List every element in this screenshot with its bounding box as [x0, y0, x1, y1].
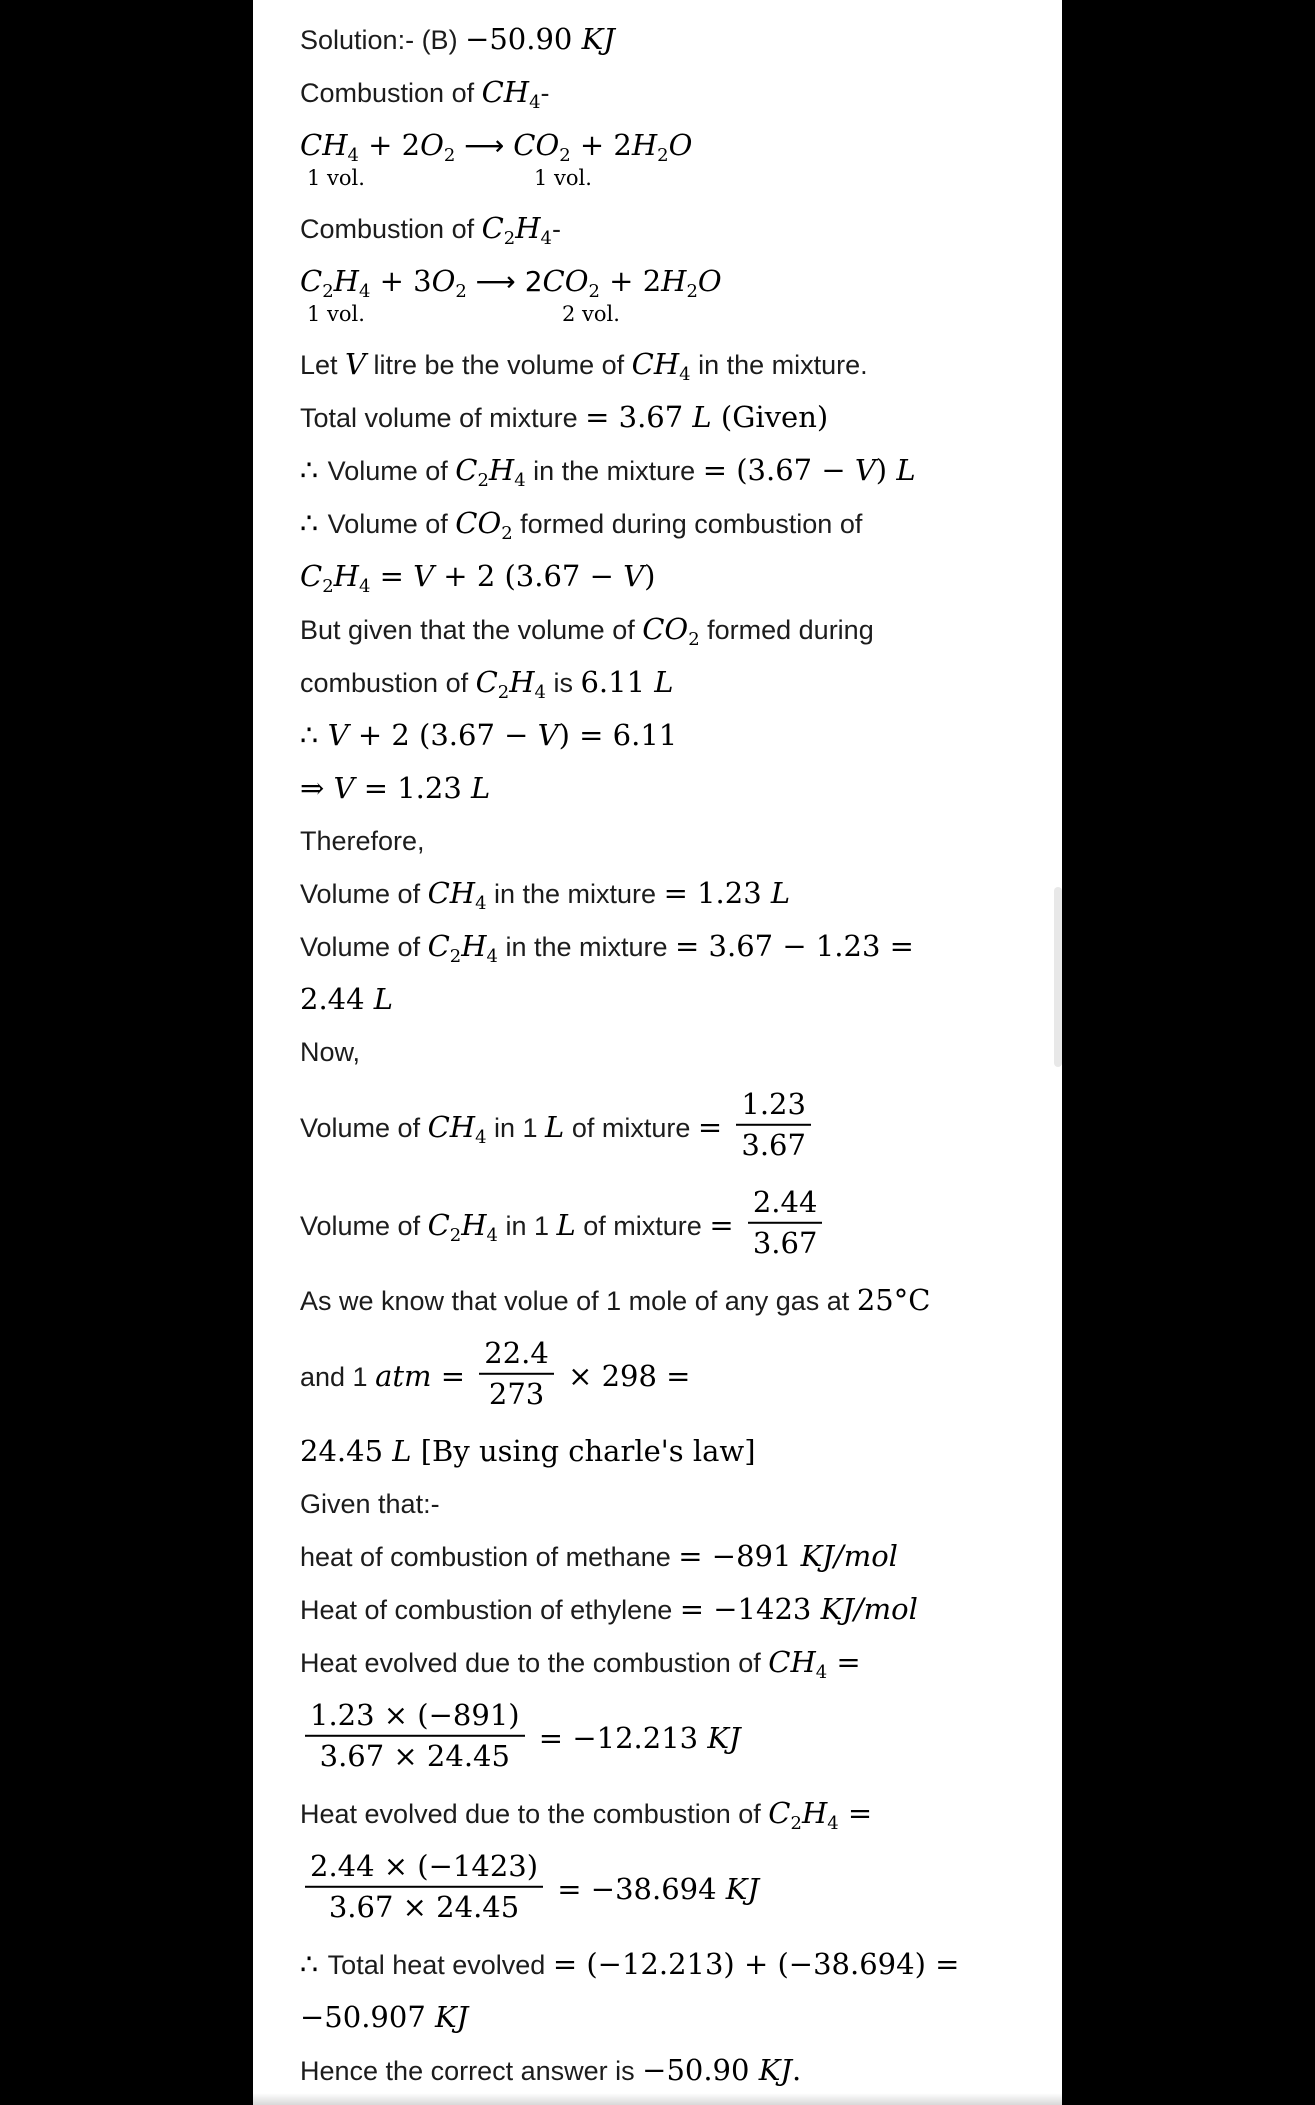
text-segment: Volume of: [300, 932, 428, 962]
text-segment: =: [827, 1645, 861, 1679]
subscript: 4: [514, 470, 526, 492]
text-segment: of mixture: [575, 1211, 710, 1242]
text-segment: L: [556, 1208, 576, 1243]
text-segment: =: [709, 1208, 743, 1243]
text-segment: in 1: [497, 1211, 557, 1242]
text-segment: + 2: [599, 264, 662, 298]
text-segment: $CO_2$: [642, 612, 700, 651]
text-segment: $C_2$: [300, 559, 334, 598]
solution-line: [300, 665, 1054, 704]
text-segment: $C_2$: [427, 1208, 462, 1247]
subscript: 4: [475, 893, 487, 915]
solution-line: [300, 982, 1054, 1017]
subscript: 4: [486, 1225, 498, 1247]
text-segment: ) = 6.11: [558, 718, 678, 752]
subscript: 2: [790, 1813, 802, 1835]
solution-line: [300, 2000, 1054, 2035]
text-segment: KJ: [758, 2053, 792, 2087]
solution-line: [300, 1592, 1054, 1627]
text-segment: Volume of: [300, 879, 428, 909]
text-segment: Hence the correct answer is: [300, 2056, 643, 2086]
horizontal-scrollbar-track[interactable]: [253, 2093, 1062, 2105]
subscript: 4: [347, 145, 359, 167]
subscript: 2: [455, 281, 467, 303]
solution-line: [300, 718, 1054, 753]
fraction: [748, 1186, 823, 1260]
text-segment: KJ: [725, 1872, 760, 1907]
text-segment: Volume of: [327, 456, 456, 486]
text-segment: 25°C: [856, 1283, 931, 1317]
subscript: 4: [827, 1813, 839, 1835]
text-segment: 6.11: [580, 665, 655, 699]
text-segment: Now,: [300, 1037, 361, 1067]
text-segment: L: [896, 453, 916, 487]
text-segment: L: [471, 771, 491, 805]
text-segment: V: [327, 718, 349, 752]
solution-line: [300, 264, 1054, 303]
solution-line: [300, 1283, 1054, 1318]
text-segment: L: [770, 876, 791, 910]
subscript: 2: [477, 470, 489, 492]
text-segment: $CO_2$: [513, 128, 571, 167]
text-segment: $C_2$: [475, 665, 510, 704]
text-segment: $H_2$: [631, 128, 669, 167]
solution-line: [300, 1697, 1054, 1778]
solution-line: [300, 1184, 1054, 1265]
text-segment: KJ: [707, 1721, 741, 1756]
solution-line: [300, 559, 1054, 598]
subscript: 4: [475, 1127, 487, 1149]
text-segment: =: [370, 559, 414, 593]
subscript: 4: [358, 281, 371, 303]
solution-line: [300, 824, 1054, 858]
text-segment: =: [838, 1796, 873, 1830]
fraction-denominator: 3.67: [741, 1127, 806, 1162]
fraction: [305, 1699, 525, 1773]
text-segment: + 3: [370, 264, 432, 298]
text-segment: 2 vol.: [562, 302, 620, 326]
solution-line: [300, 2053, 1054, 2088]
solution-line: [300, 506, 1054, 545]
subscript: 2: [322, 281, 334, 303]
text-segment: = 1.23: [354, 771, 472, 805]
solution-line: [300, 1086, 1054, 1167]
solution-line: [300, 1645, 1054, 1684]
text-segment: But given that the volume of: [300, 615, 643, 645]
text-segment: ⇒: [300, 771, 334, 805]
text-segment: $H_4$: [801, 1796, 839, 1835]
fraction-denominator: 3.67: [752, 1225, 818, 1260]
text-segment: in the mixture.: [690, 350, 868, 380]
text-segment: $CH_4$: [300, 128, 359, 167]
text-segment: −50.90: [642, 2053, 759, 2087]
equation-volume-labels: [300, 301, 1054, 329]
solution-line: [300, 1035, 1054, 1069]
subscript: 2: [497, 682, 510, 704]
text-segment: Volume of: [300, 1211, 428, 1242]
text-segment: × 298 =: [558, 1359, 691, 1394]
text-segment: KJ/mol: [820, 1592, 918, 1626]
subscript: 2: [503, 228, 516, 250]
text-segment: 1 vol.: [307, 166, 365, 190]
text-segment: = −891: [678, 1539, 801, 1573]
solution-line: [300, 929, 1054, 968]
text-segment: $CH_4$: [768, 1645, 828, 1684]
text-segment: ⟶: [455, 129, 514, 162]
text-segment: KJ/mol: [800, 1539, 898, 1573]
text-segment: $C_2$: [427, 929, 462, 968]
text-segment: ∴: [300, 453, 328, 487]
text-segment: Total heat evolved: [327, 1950, 553, 1980]
text-segment: $H_4$: [333, 264, 371, 303]
text-segment: V: [854, 453, 876, 487]
text-segment: + 2 (3.67 −: [348, 718, 538, 752]
equation-volume-labels: [300, 165, 1054, 193]
solution-line: [300, 128, 1054, 167]
text-segment: $O_2$: [420, 128, 456, 167]
text-segment: V: [333, 771, 355, 805]
subscript: 4: [534, 682, 546, 704]
text-segment: Combustion of: [300, 78, 482, 108]
solution-line: [300, 1947, 1054, 1982]
solution-line: [300, 771, 1054, 806]
text-segment: V: [413, 559, 435, 593]
subscript: 2: [449, 946, 462, 968]
text-segment: 2.44: [300, 982, 374, 1016]
subscript: 4: [486, 946, 498, 968]
text-segment: = 3.67 − 1.23 =: [675, 929, 914, 963]
text-segment: KJ: [435, 2000, 469, 2034]
text-segment: $H_2$: [661, 264, 698, 303]
fraction-denominator: 3.67 × 24.45: [319, 1738, 510, 1773]
text-segment: −50.90: [465, 22, 582, 56]
fraction-numerator: 2.44 × (−1423): [305, 1850, 543, 1888]
solution-line: [300, 1796, 1054, 1835]
text-segment: = (3.67 −: [702, 453, 855, 487]
text-segment: ∴: [300, 506, 328, 540]
text-segment: formed during: [699, 615, 874, 645]
text-segment: $C_2$: [481, 211, 516, 250]
text-segment: $CH_4$: [481, 75, 541, 114]
subscript: 2: [443, 145, 456, 167]
text-segment: Therefore,: [300, 826, 425, 856]
text-segment: -: [551, 214, 561, 244]
solution-line: [300, 453, 1054, 492]
text-segment: V: [345, 347, 366, 381]
text-segment: .: [791, 2053, 802, 2087]
text-segment: V: [537, 718, 559, 752]
subscript: 2: [688, 629, 700, 651]
text-segment: $O_2$: [431, 264, 467, 303]
subscript: 4: [358, 576, 371, 598]
text-segment: [By using charle's law]: [411, 1434, 756, 1468]
text-segment: L: [692, 400, 712, 434]
fraction: [479, 1337, 554, 1411]
solution-line: [300, 1487, 1054, 1521]
text-segment: $CO_2$: [455, 506, 513, 545]
text-segment: = 1.23: [663, 876, 771, 910]
fraction-denominator: 3.67 × 24.45: [328, 1889, 520, 1924]
text-segment: As we know that volue of 1 mole of any gas at: [300, 1286, 857, 1316]
text-segment: Let: [300, 350, 346, 380]
fraction-denominator: 273: [488, 1376, 545, 1411]
text-segment: = −12.213: [529, 1721, 708, 1756]
text-segment: 1 vol.: [307, 302, 365, 326]
text-segment: heat of combustion of methane: [300, 1542, 679, 1572]
text-segment: 1 vol.: [534, 166, 592, 190]
text-segment: and 1: [300, 1362, 376, 1393]
text-segment: (Given): [711, 400, 829, 434]
fraction: [736, 1088, 811, 1162]
text-segment: $H_4$: [488, 453, 526, 492]
text-segment: = −1423: [679, 1592, 821, 1626]
subscript: 2: [501, 523, 513, 545]
solution-line: [300, 1539, 1054, 1574]
text-segment: $C_2$: [768, 1796, 802, 1835]
text-segment: L: [373, 982, 394, 1016]
text-segment: in the mixture: [486, 879, 664, 909]
text-segment: ⟶ 2: [466, 265, 543, 298]
subscript: 4: [815, 1662, 828, 1684]
text-segment: combustion of: [300, 668, 476, 698]
text-segment: Heat of combustion of ethylene: [300, 1595, 680, 1625]
text-segment: = 3.67: [585, 400, 693, 434]
text-segment: $CH_4$: [631, 347, 691, 386]
subscript: 4: [540, 228, 552, 250]
fraction-numerator: 1.23: [736, 1088, 811, 1126]
text-segment: $H_4$: [509, 665, 546, 704]
text-segment: $H_4$: [461, 929, 498, 968]
text-segment: 24.45: [300, 1434, 393, 1468]
text-segment: $H_4$: [333, 559, 371, 598]
subscript: 4: [679, 364, 691, 386]
text-segment: ∴: [300, 718, 328, 752]
text-segment: of mixture: [564, 1113, 698, 1144]
text-segment: atm: [375, 1359, 432, 1394]
solution-line: [300, 1335, 1054, 1416]
fraction-numerator: 22.4: [479, 1337, 554, 1375]
subscript: 2: [322, 576, 334, 598]
text-segment: ): [644, 559, 656, 593]
solution-panel: [253, 0, 1062, 2105]
text-segment: Given that:-: [300, 1489, 440, 1519]
text-segment: Total volume of mixture: [300, 403, 586, 433]
text-segment: + 2: [358, 128, 421, 162]
text-segment: L: [545, 1110, 565, 1145]
text-segment: Volume of: [300, 1113, 428, 1144]
fraction-numerator: 1.23 × (−891): [305, 1699, 525, 1737]
text-segment: =: [697, 1110, 732, 1145]
text-segment: Heat evolved due to the combustion of: [300, 1648, 769, 1678]
solution-line: [300, 876, 1054, 915]
solution-line: [300, 1434, 1054, 1469]
subscript: 2: [559, 145, 571, 167]
text-segment: $CH_4$: [427, 876, 487, 915]
text-segment: L: [392, 1434, 412, 1468]
text-segment: = (−12.213) + (−38.694) =: [552, 1947, 960, 1981]
text-segment: =: [431, 1359, 475, 1394]
text-segment: $C_2$: [300, 264, 334, 303]
text-segment: O: [697, 264, 722, 298]
text-segment: Heat evolved due to the combustion of: [300, 1799, 769, 1829]
fraction-numerator: 2.44: [748, 1186, 823, 1224]
solution-line: [300, 1848, 1054, 1929]
text-segment: Volume of: [327, 509, 456, 539]
text-segment: ): [875, 453, 897, 487]
solution-content: [253, 0, 1062, 2105]
solution-line: [300, 211, 1054, 250]
solution-line: [300, 400, 1054, 435]
solution-line: [300, 612, 1054, 651]
subscript: 2: [657, 145, 669, 167]
text-segment: = −38.694: [548, 1872, 726, 1907]
text-segment: $H_4$: [461, 1208, 498, 1247]
text-segment: in the mixture: [525, 456, 703, 486]
subscript: 2: [588, 281, 600, 303]
subscript: 2: [686, 281, 698, 303]
subscript: 4: [529, 92, 541, 114]
text-segment: −50.907: [300, 2000, 435, 2034]
text-segment: V: [623, 559, 645, 593]
text-segment: ∴: [300, 1947, 328, 1981]
text-segment: $CO_2$: [542, 264, 600, 303]
text-segment: Combustion of: [300, 214, 482, 244]
text-segment: $CH_4$: [427, 1110, 487, 1149]
text-segment: O: [668, 128, 693, 162]
text-segment: litre be the volume of: [366, 350, 632, 380]
subscript: 2: [449, 1225, 462, 1247]
text-segment: L: [654, 665, 674, 699]
solution-line: [300, 75, 1054, 114]
text-segment: $C_2$: [455, 453, 489, 492]
solution-line: [300, 347, 1054, 386]
text-segment: KJ: [581, 22, 615, 56]
text-segment: + 2: [570, 128, 632, 162]
text-segment: formed during combustion of: [512, 509, 863, 539]
text-segment: in 1: [486, 1113, 546, 1144]
text-segment: $H_4$: [515, 211, 552, 250]
vertical-scrollbar-thumb[interactable]: [1054, 887, 1062, 1067]
text-segment: -: [540, 78, 550, 108]
text-segment: + 2 (3.67 −: [434, 559, 624, 593]
text-segment: Solution:- (B): [300, 25, 466, 55]
fraction: [305, 1850, 543, 1924]
text-segment: in the mixture: [497, 932, 676, 962]
text-segment: is: [545, 668, 581, 698]
solution-line: [300, 22, 1054, 57]
